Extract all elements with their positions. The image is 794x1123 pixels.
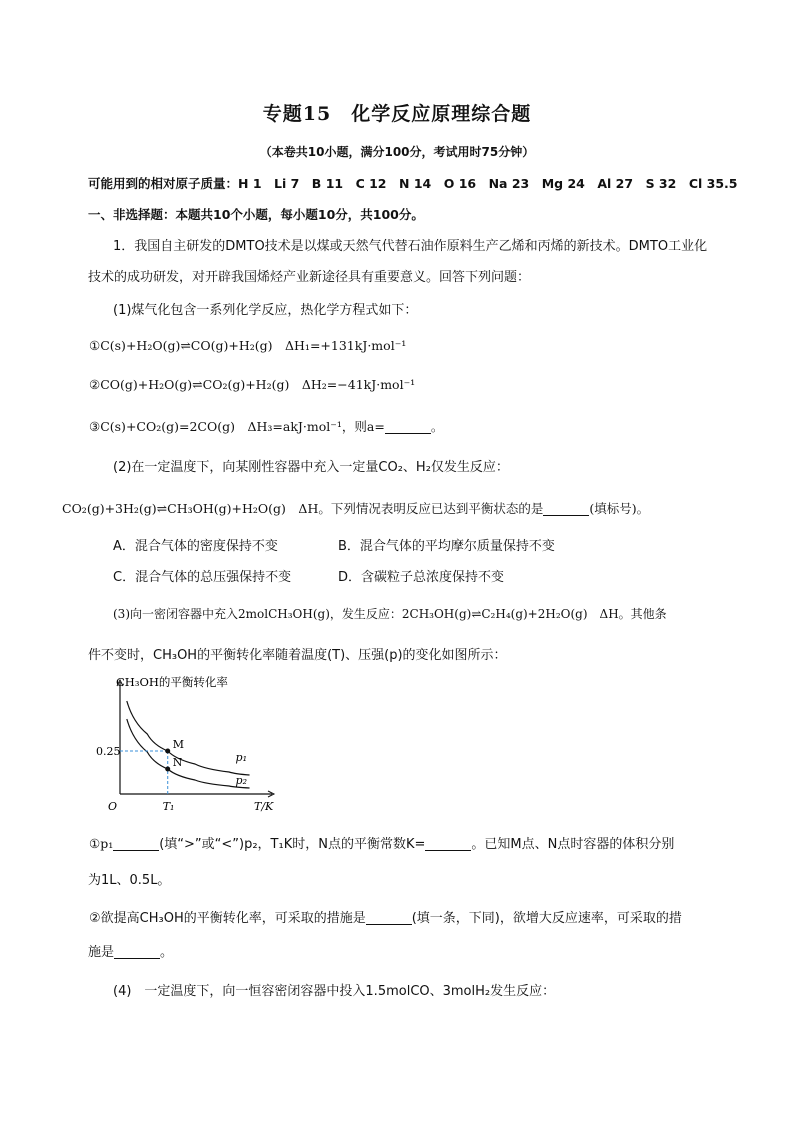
answer-blank-k[interactable] [425, 836, 471, 851]
point-n-label: N [172, 756, 183, 769]
chart-y-label: CH₃OH的平衡转化率 [116, 676, 228, 689]
x-tick-label: T₁ [162, 800, 175, 813]
option-d: D．含碳粒子总浓度保持不变 [338, 570, 505, 585]
q3a-part1: ①p₁ [89, 836, 114, 851]
equation-3 [89, 417, 443, 437]
section-heading: 一、非选择题：本题共10个小题，每小题10分，共100分。 [88, 207, 424, 222]
answer-blank-measure2[interactable] [114, 944, 160, 959]
q3a-line2: 为1L、0.5L。 [88, 873, 171, 888]
part2-equation-text: CO₂(g)+3H₂(g)⇌CH₃OH(g)+H₂O(g) ΔH。下列情况表明反应已达到平衡状态的是 [62, 501, 544, 516]
q3b-line2 [88, 943, 173, 963]
exam-info: （本卷共10小题，满分100分，考试用时75分钟） [259, 145, 535, 159]
answer-blank-measure1[interactable] [366, 910, 412, 925]
series-1-label: p₁ [235, 751, 247, 764]
part3-line1: (3)向一密闭容器中充入2molCH₃OH(g)，发生反应：2CH₃OH(g)⇌C₂H₄(g)+2H₂O(g) ΔH。其他条 [113, 607, 667, 621]
answer-blank-compare[interactable] [113, 836, 159, 851]
equation-1: ①C(s)+H₂O(g)⇌CO(g)+H₂(g) ΔH₁=+131kJ·mol⁻¹ [89, 338, 407, 353]
q3a-part3: 。已知M点、N点时容器的体积分别 [471, 837, 675, 852]
q1-intro-line2: 技术的成功研发，对开辟我国烯烃产业新途径具有重要意义。回答下列问题： [88, 270, 531, 285]
chart-x-label: T/K [254, 800, 274, 813]
q3b-line2-text: 施是 [88, 945, 115, 960]
part4-line: (4) 一定温度下，向一恒容密闭容器中投入1.5molCO、3molH₂发生反应： [113, 984, 556, 999]
y-tick-label: 0.25 [96, 745, 121, 758]
part1-heading: (1)煤气化包含一系列化学反应，热化学方程式如下： [113, 303, 418, 318]
series-2-line [127, 719, 250, 788]
part2-equation [62, 499, 649, 519]
part3-line2: 件不变时，CH₃OH的平衡转化率随着温度(T)、压强(p)的变化如图所示： [88, 648, 507, 663]
page-title: 专题15 化学反应原理综合题 [262, 103, 532, 125]
equation-3-end: 。 [430, 419, 444, 434]
part2-heading: (2)在一定温度下，向某刚性容器中充入一定量CO₂、H₂仅发生反应： [113, 460, 509, 475]
q3a-line1 [89, 834, 674, 855]
q3a-part2: (填“>”或“<”)p₂，T₁K时，N点的平衡常数K= [159, 837, 426, 852]
series-1-line [127, 701, 250, 775]
series-2-label: p₂ [235, 774, 247, 787]
option-b: B．混合气体的平均摩尔质量保持不变 [338, 539, 555, 554]
atomic-masses: 可能用到的相对原子质量：H 1 Li 7 B 11 C 12 N 14 O 16 Na 23 Mg 24 Al 27 S 32 Cl 35.5 [88, 176, 738, 191]
answer-blank-a[interactable] [385, 419, 431, 434]
equation-3-text: ③C(s)+CO₂(g)=2CO(g) ΔH₃=akJ·mol⁻¹，则a= [89, 419, 385, 434]
part2-equation-end: (填标号)。 [589, 501, 650, 516]
answer-blank-part2[interactable] [543, 501, 589, 516]
q3b-part1: ②欲提高CH₃OH的平衡转化率，可采取的措施是 [89, 911, 366, 926]
q3b-part2: (填一条，下同)，欲增大反应速率，可采取的措 [411, 911, 682, 926]
q3b-line1 [89, 909, 682, 929]
conversion-chart [96, 676, 276, 816]
q1-intro-line1: 1．我国自主研发的DMTO技术是以煤或天然气代替石油作原料生产乙烯和丙烯的新技术。DMTO工业化 [113, 239, 708, 254]
point-m [165, 749, 170, 754]
point-n [165, 767, 170, 772]
option-a: A．混合气体的密度保持不变 [113, 539, 278, 554]
option-c: C．混合气体的总压强保持不变 [113, 570, 292, 585]
equation-2: ②CO(g)+H₂O(g)⇌CO₂(g)+H₂(g) ΔH₂=−41kJ·mol⁻¹ [89, 377, 416, 392]
q3b-line2-end: 。 [160, 945, 174, 960]
point-m-label: M [172, 738, 184, 751]
chart-origin-label: O [108, 800, 118, 813]
